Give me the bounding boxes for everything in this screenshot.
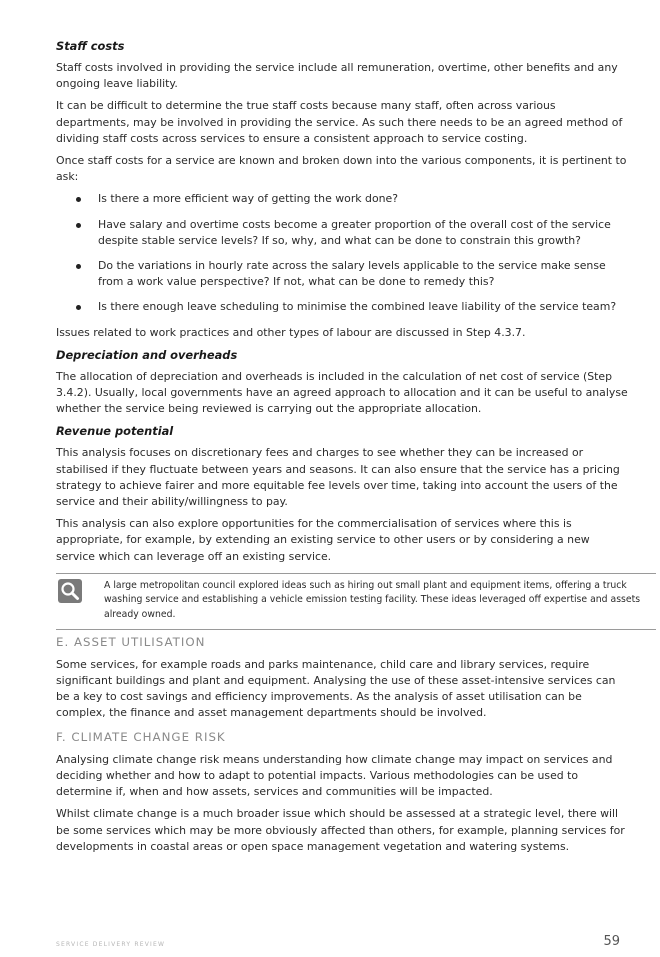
magnifier-icon <box>58 579 82 603</box>
staff-costs-paragraph-4: Issues related to work practices and other types of labour are discussed in Step 4.3.7. <box>56 325 526 339</box>
climate-paragraph-2: Whilst climate change is a much broader issue which should be assessed at a strategic level, there will be some services which may be more obviously affected than others, for example, planning services for developments in coastal areas or open space management vegetation and watering systems. <box>56 807 625 853</box>
bullet-icon <box>76 264 81 269</box>
depreciation-paragraph: The allocation of depreciation and overheads is included in the calculation of net cost of service (Step 3.4.2). Usually, local governments have an agreed approach to allocation and it can be useful to analyse whether the service being reviewed is carrying out the appropriate allocation. <box>56 369 628 416</box>
bullet-icon <box>76 223 81 228</box>
staff-costs-paragraph-2: It can be difficult to determine the true staff costs because many staff, often across various departments, may be involved in providing the service. As such there needs to be an agreed method of dividing staff costs across services to ensure a consistent approach to service costing. <box>56 99 623 145</box>
revenue-heading: Revenue potential <box>56 424 174 439</box>
page-number: 59 <box>603 934 620 949</box>
footer-document-title: SERVICE DELIVERY REVIEW <box>56 941 166 948</box>
list-item: Is there enough leave scheduling to minimise the combined leave liability of the service team? <box>56 299 630 315</box>
staff-costs-paragraph-1: Staff costs involved in providing the service include all remuneration, overtime, other benefits and any ongoing leave liability. <box>56 61 618 91</box>
depreciation-heading: Depreciation and overheads <box>56 347 238 362</box>
climate-paragraph-1: Analysing climate change risk means understanding how climate change may impact on services and deciding whether and how to adapt to potential impacts. Various methodologies can be used to determine if, when and how assets, services and communities will be impacted. <box>56 752 613 799</box>
case-study-callout <box>56 573 656 630</box>
staff-costs-paragraph-3: Once staff costs for a service are known and broken down into the various components, it is pertinent to ask: <box>56 154 627 184</box>
list-item: Have salary and overtime costs become a greater proportion of the overall cost of the service despite stable service levels? If so, why, and what can be done to constrain this growth? <box>56 217 630 249</box>
climate-change-heading: F. CLIMATE CHANGE RISK <box>56 729 226 744</box>
revenue-paragraph-1: This analysis focuses on discretionary fees and charges to see whether they can be increased or stabilised if they fluctuate between years and seasons. It can also ensure that the service has a pricing strategy to achieve fairer and more equitable fee levels over time, taking into account the users of the service and their ability/willingness to pay. <box>56 446 620 509</box>
list-item: Do the variations in hourly rate across the salary levels applicable to the service make sense from a work value perspective? If not, what can be done to remedy this? <box>56 258 630 290</box>
callout-text: A large metropolitan council explored ideas such as hiring out small plant and equipment items, offering a truck washing service and establishing a vehicle emission testing facility. These ideas leveraged off expertise and assets already owned. <box>104 579 641 620</box>
asset-utilisation-heading: E. ASSET UTILISATION <box>56 634 206 649</box>
staff-costs-heading: Staff costs <box>56 39 125 53</box>
staff-costs-question-list <box>56 191 630 315</box>
bullet-icon <box>76 197 81 202</box>
revenue-paragraph-2: This analysis can also explore opportunities for the commercialisation of services where this is appropriate, for example, by extending an existing service to other users or by considering a new service which can leverage off an existing service. <box>56 517 590 563</box>
list-item: Is there a more efficient way of getting the work done? <box>56 191 630 207</box>
asset-utilisation-paragraph: Some services, for example roads and parks maintenance, child care and library services, require significant buildings and plant and equipment. Analysing the use of these asset-intensive services can be a key to cost savings and efficiency improvements. As the analysis of asset utilisation can be complex, the finance and asset management departments should be involved. <box>56 657 616 720</box>
page-body <box>56 38 641 861</box>
bullet-icon <box>76 305 81 310</box>
